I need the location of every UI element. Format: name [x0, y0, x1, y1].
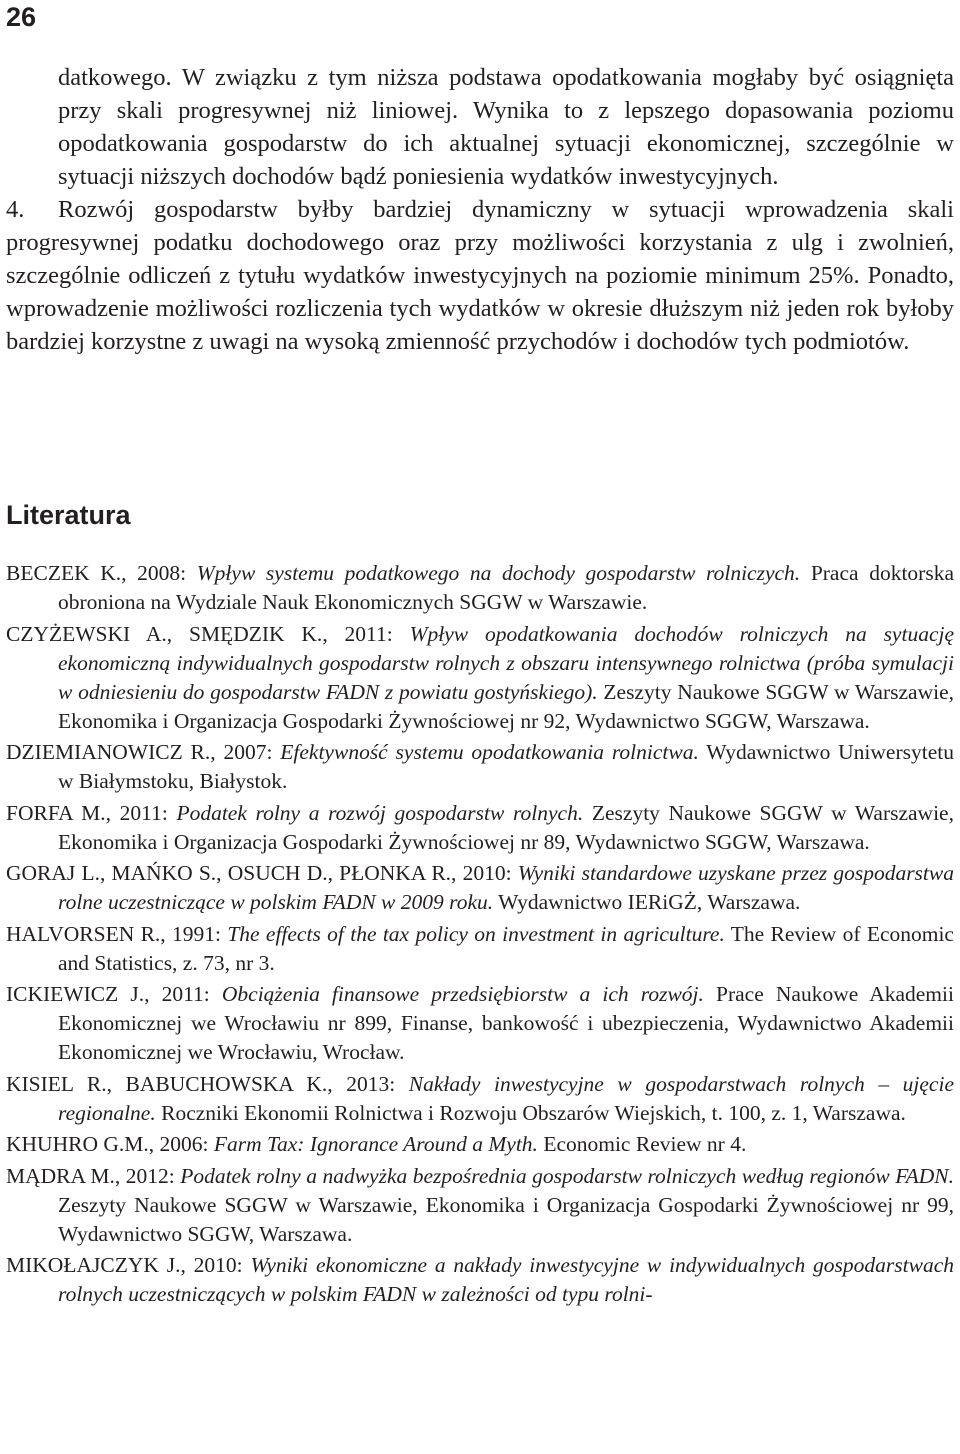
reference-year: , 2007:	[210, 740, 281, 764]
reference-author: MĄDRA M.	[6, 1163, 115, 1188]
reference-title: Efektywność systemu opodatkowania rolnictwa.	[280, 740, 699, 764]
reference-year: , 2011:	[105, 800, 177, 825]
reference-title: Nakłady inwestycyjne w gospodarstwach rolnych – ujęcie regionalne.	[58, 1071, 954, 1125]
reference-year: , 2008:	[121, 561, 197, 585]
reference-year: , 2012:	[114, 1163, 181, 1188]
reference-item	[6, 799, 954, 857]
reference-title: Podatek rolny a rozwój gospodarstw rolnych.	[176, 800, 584, 825]
reference-title: Obciążenia finansowe przedsiębiorstw a ich rozwój.	[221, 982, 704, 1006]
reference-year: , 2010:	[180, 1253, 251, 1277]
reference-title: Wpływ opodatkowania dochodów rolniczych na sytuację ekonomiczną indywidualnych gospodarstw rolnych z obszaru intensywnego rolnictwa (próba symulacji w odniesieniu do gospodarstw FADN z powiatu gostyńskiego).	[58, 621, 955, 704]
reference-item	[6, 620, 954, 736]
reference-year: , 1991:	[160, 921, 228, 946]
reference-year: , 2013:	[327, 1071, 409, 1096]
reference-year: , 2011:	[322, 621, 410, 646]
conclusion-item-4	[6, 193, 954, 358]
reference-title: The effects of the tax policy on investment in agriculture.	[227, 921, 725, 946]
reference-item	[6, 559, 954, 617]
reference-year: , 2010:	[451, 861, 518, 885]
reference-details: Economic Review nr 4.	[537, 1132, 747, 1156]
reference-details: Roczniki Ekonomii Rolnictwa i Rozwoju Obszarów Wiejskich, t. 100, z. 1, Warszawa.	[155, 1100, 906, 1125]
reference-title: Wpływ systemu podatkowego na dochody gospodarstw rolniczych.	[196, 561, 801, 585]
item-text: Rozwój gospodarstw byłby bardziej dynamiczny w sytuacji wprowadzenia skali progresywnej podatku dochodowego oraz przy możliwości korzystania z ulg i zwolnień, szczególnie odliczeń z tytułu wydatków inwestycyjnych na poziomie minimum 25%. Ponadto, wprowadzenie możliwości rozliczenia tych wydatków w okresie dłuższym niż jeden rok byłoby bardziej korzystne z uwagi na wysoką zmienność przychodów i dochodów tych podmiotów.	[6, 196, 954, 355]
reference-author: BECZEK K.	[6, 561, 122, 585]
reference-item	[6, 738, 954, 796]
reference-item	[6, 1162, 954, 1249]
reference-details: Zeszyty Naukowe SGGW w Warszawie, Ekonomika i Organizacja Gospodarki Żywnościowej nr 89, Wydawnictwo SGGW, Warszawa.	[58, 800, 954, 854]
reference-author: KHUHRO G.M.	[6, 1132, 149, 1156]
reference-author: GORAJ L., MAŃKO S., OSUCH D., PŁONKA R.	[6, 861, 452, 885]
page-number: 26	[6, 2, 37, 32]
reference-year: , 2006:	[148, 1132, 214, 1156]
reference-item	[6, 1070, 954, 1128]
literature-heading: Literatura	[6, 500, 131, 530]
reference-list	[6, 559, 954, 1312]
reference-details: The Review of Economic and Statistics, z. 73, nr 3.	[58, 921, 954, 975]
reference-item	[6, 980, 954, 1067]
reference-title: Wyniki ekonomiczne a nakłady inwestycyjne w indywidualnych gospodarstwach rolnych uczestniczących w polskim FADN w zależności od typu rolni-	[58, 1253, 955, 1306]
continued-paragraph: datkowego. W związku z tym niższa podstawa opodatkowania mogłaby być osiągnięta przy skali progresywnej niż liniowej. Wynika to z lepszego dopasowania poziomu opodatkowania gospodarstw do ich aktualnej sytuacji ekonomicznej, szczególnie w sytuacji niższych dochodów bądź poniesienia wydatków inwestycyjnych.	[58, 64, 954, 190]
body-text	[6, 61, 954, 358]
reference-title: Podatek rolny a nadwyżka bezpośrednia gospodarstw rolniczych według regionów FADN.	[180, 1163, 954, 1188]
reference-author: HALVORSEN R.	[6, 921, 161, 946]
reference-year: , 2011:	[144, 982, 222, 1006]
reference-details: Wydawnictwo Uniwersytetu w Białymstoku, Białystok.	[58, 740, 954, 793]
reference-author: MIKOŁAJCZYK J.	[6, 1253, 181, 1277]
item-number: 4.	[6, 196, 25, 223]
reference-details: Wydawnictwo IERiGŻ, Warszawa.	[493, 890, 801, 914]
reference-title: Farm Tax: Ignorance Around a Myth.	[213, 1132, 538, 1156]
reference-author: FORFA M.	[6, 800, 106, 825]
reference-title: Wyniki standardowe uzyskane przez gospodarstwa rolne uczestniczące w polskim FADN w 2009 roku.	[58, 861, 954, 914]
reference-details: Praca doktorska obroniona na Wydziale Nauk Ekonomicznych SGGW w Warszawie.	[58, 561, 954, 614]
reference-author: KISIEL R., BABUCHOWSKA K.	[6, 1071, 328, 1096]
reference-item	[6, 920, 954, 978]
reference-item	[6, 1251, 954, 1309]
reference-author: ICKIEWICZ J.	[6, 982, 145, 1006]
reference-details: Prace Naukowe Akademii Ekonomicznej we Wrocławiu nr 899, Finanse, bankowość i ubezpieczenia, Wydawnictwo Akademii Ekonomicznej we Wrocławiu, Wrocław.	[58, 982, 954, 1064]
reference-author: DZIEMIANOWICZ R.	[6, 740, 211, 764]
reference-details: Zeszyty Naukowe SGGW w Warszawie, Ekonomika i Organizacja Gospodarki Żywnościowej nr 99, Wydawnictwo SGGW, Warszawa.	[58, 1192, 954, 1246]
reference-item	[6, 859, 954, 917]
reference-details: Zeszyty Naukowe SGGW w Warszawie, Ekonomika i Organizacja Gospodarki Żywnościowej nr 92, Wydawnictwo SGGW, Warszawa.	[58, 679, 954, 733]
reference-item	[6, 1130, 954, 1159]
reference-author: CZYŻEWSKI A., SMĘDZIK K.	[6, 621, 323, 646]
